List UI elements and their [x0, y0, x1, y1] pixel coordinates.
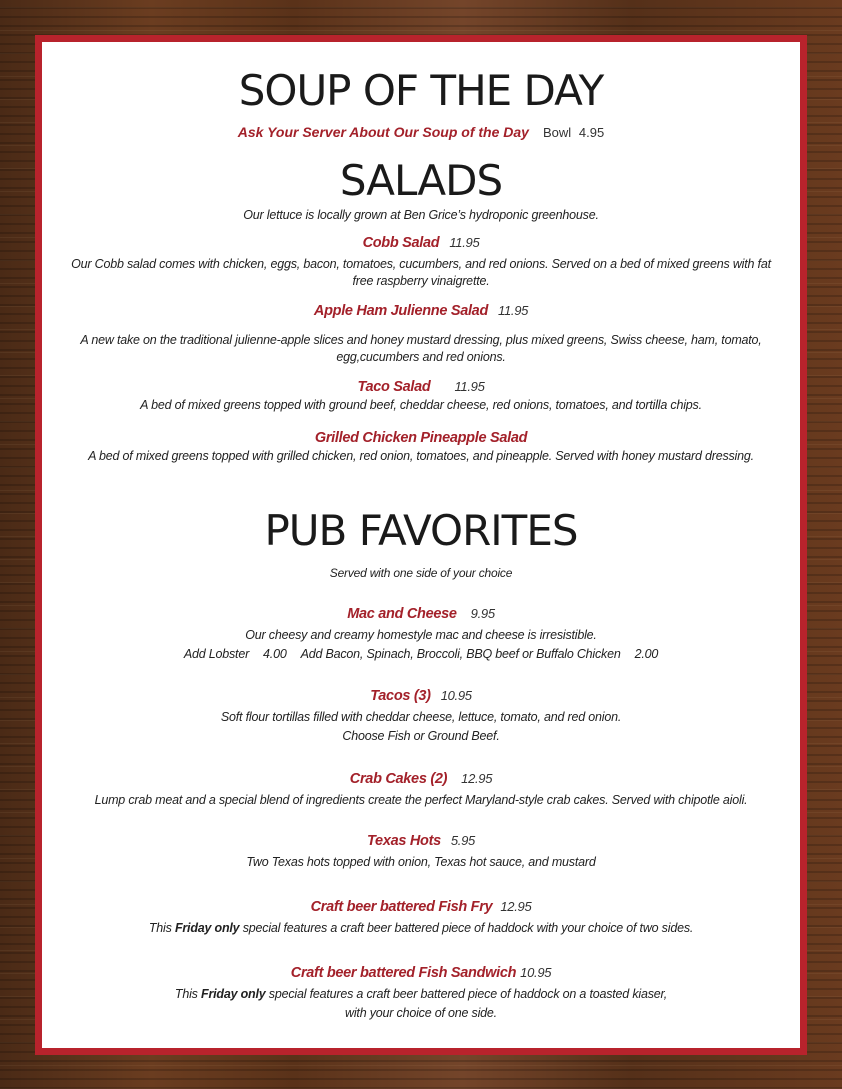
item-desc [62, 986, 780, 1003]
soup-line [52, 123, 790, 142]
item-name: Crab Cakes (2) [349, 771, 448, 787]
item-price: 11.95 [454, 379, 485, 394]
item-price: 10.95 [520, 965, 552, 980]
addon-lobster-label: Add Lobster [183, 647, 250, 661]
desc-bold: Friday only [174, 921, 240, 935]
item-name: Grilled Chicken Pineapple Salad [314, 430, 528, 446]
item-price: 12.95 [461, 771, 493, 786]
item-price: 10.95 [440, 688, 472, 703]
item-name: Texas Hots [367, 833, 441, 849]
item-desc: A new take on the traditional julienne-apple slices and honey mustard dressing, plus mixed greens, Swiss cheese, ham, tomato, egg,cucumbers and red onions. [80, 333, 762, 364]
item-price: 9.95 [470, 606, 495, 621]
pub-item-mac [52, 605, 790, 623]
item-name: Taco Salad [357, 379, 431, 395]
pub-item-fish-fry [52, 898, 790, 916]
addon-extras-price: 2.00 [634, 647, 659, 661]
desc-bold: Friday only [201, 987, 266, 1001]
soup-ask: Ask Your Server About Our Soup of the Day [237, 124, 529, 140]
item-desc: Soft flour tortillas filled with cheddar cheese, lettuce, tomato, and red onion. [220, 710, 622, 724]
item-desc: Lump crab meat and a special blend of ingredients create the perfect Maryland-style crab cakes. Served with chipotle aioli. [94, 793, 748, 807]
item-desc-2: with your choice of one side. [345, 1006, 497, 1020]
soup-heading: SOUP OF THE DAY [238, 66, 604, 115]
soup-bowl-label: Bowl [542, 125, 572, 140]
item-name: Tacos (3) [370, 688, 431, 704]
salad-item-grilled-chicken [52, 429, 790, 447]
item-desc: Our Cobb salad comes with chicken, eggs, bacon, tomatoes, cucumbers, and red onions. Served on a bed of mixed greens with fat free raspberry vinaigrette. [71, 257, 771, 288]
item-desc: A bed of mixed greens topped with grilled chicken, red onion, tomatoes, and pineapple. Served with honey mustard dressing. [88, 449, 754, 463]
pub-item-texas-hots [52, 832, 790, 850]
addon-lobster-price: 4.00 [263, 647, 287, 661]
item-price: 5.95 [450, 833, 475, 848]
salads-heading: SALADS [339, 156, 503, 205]
desc-pre: This [148, 921, 172, 935]
soup-bowl-price: 4.95 [578, 125, 605, 140]
pub-intro: Served with one side of your choice [329, 566, 513, 580]
item-price: 11.95 [449, 235, 480, 250]
salad-item-cobb [52, 234, 790, 252]
pub-item-tacos [52, 687, 790, 705]
item-name: Apple Ham Julienne Salad [313, 303, 489, 319]
menu-content [42, 42, 800, 1048]
desc-post: special features a craft beer battered piece of haddock on a toasted kiaser, [268, 987, 668, 1001]
item-desc: Two Texas hots topped with onion, Texas hot sauce, and mustard [246, 855, 596, 869]
item-name: Craft beer battered Fish Fry [310, 899, 493, 915]
item-price: 11.95 [498, 303, 529, 318]
salads-intro: Our lettuce is locally grown at Ben Grice’s hydroponic greenhouse. [243, 208, 599, 222]
pub-item-fish-sandwich [52, 964, 790, 982]
item-desc: A bed of mixed greens topped with ground beef, cheddar cheese, red onions, tomatoes, and tortilla chips. [140, 398, 702, 412]
menu-frame [35, 35, 807, 1055]
item-name: Craft beer battered Fish Sandwich [290, 965, 517, 981]
pub-item-crab [52, 770, 790, 788]
desc-pre: This [174, 987, 198, 1001]
addon-extras-label: Add Bacon, Spinach, Broccoli, BBQ beef or Buffalo Chicken [300, 647, 621, 661]
mac-addons [62, 646, 780, 663]
item-desc [62, 920, 780, 937]
item-name: Cobb Salad [362, 235, 440, 251]
pub-heading: PUB FAVORITES [264, 506, 578, 555]
item-name: Mac and Cheese [347, 606, 457, 622]
item-price: 12.95 [500, 899, 532, 914]
item-desc-2: Choose Fish or Ground Beef. [342, 729, 500, 743]
item-desc: Our cheesy and creamy homestyle mac and cheese is irresistible. [245, 628, 597, 642]
salad-item-taco [52, 378, 790, 396]
salad-item-apple-ham [52, 302, 790, 320]
desc-post: special features a craft beer battered piece of haddock with your choice of two sides. [242, 921, 694, 935]
